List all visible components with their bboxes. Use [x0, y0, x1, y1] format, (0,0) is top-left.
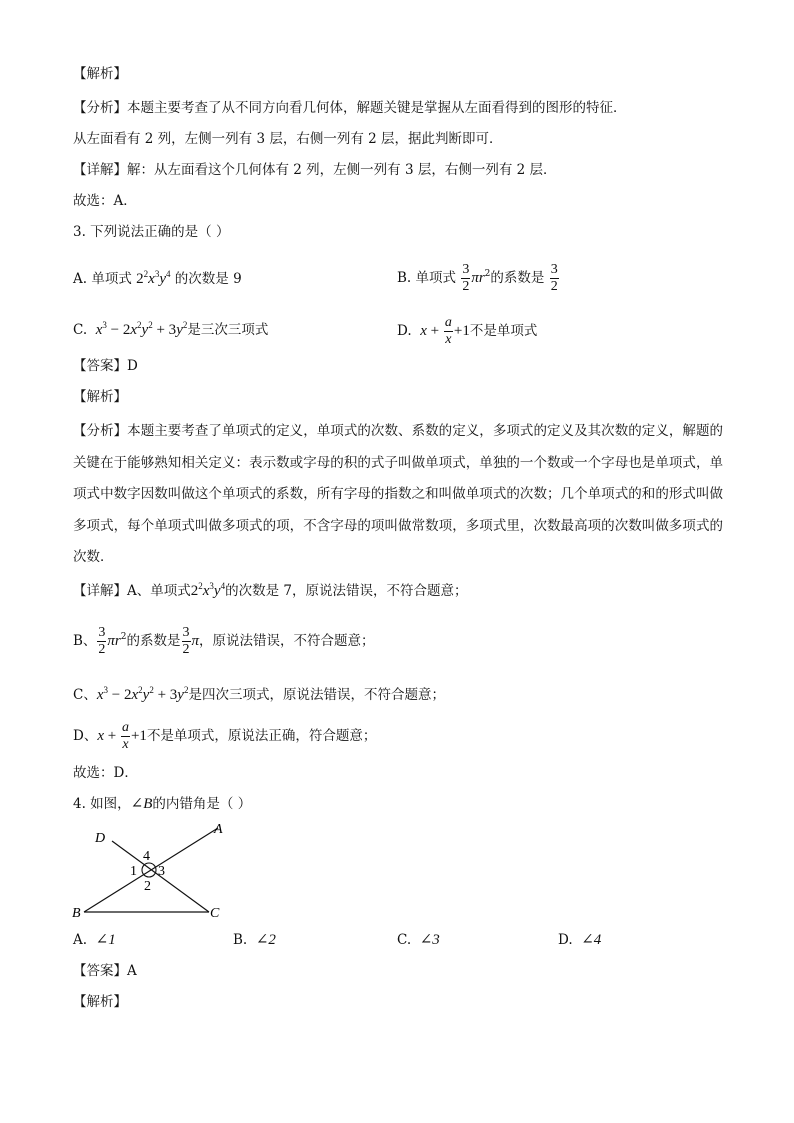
- analysis-3-paragraph: 【分析】本题主要考查了单项式的定义，单项式的次数、系数的定义，多项式的定义及其次数的定义，解题的关键在于能够熟知相关定义：表示数或字母的积的式子叫做单项式，单独的一个数或一个字母也是单项式，单项式中数字因数叫做这个单项式的系数，所有字母的指数之和叫做单项式的次数；几个单项式的和的形式叫做多项式，每个单项式叫做多项式的项，不含字母的项叫做常数项，多项式里，次数最高项的次数叫做多项式的次数．: [73, 423, 723, 565]
- geometry-figure: [68, 818, 238, 923]
- analysis-heading-4: 【解析】: [73, 994, 127, 1010]
- label-B: B: [72, 906, 81, 921]
- choice-3: 故选：D．: [73, 765, 138, 781]
- q4-option-a: A. ∠1: [73, 932, 116, 948]
- detail-3-c: C、$x^3 - 2x^2y^2 + 3y^2$是四次三项式，原说法错误，不符合题意；: [73, 685, 445, 703]
- angle-label-4: 4: [143, 849, 150, 864]
- label-C: C: [210, 906, 220, 921]
- q4-option-c: C. ∠3: [397, 932, 440, 948]
- analysis-text-2: 从左面看有 2 列，左侧一列有 3 层，右侧一列有 2 层，据此判断即可．: [73, 131, 503, 147]
- question-4: 4. 如图，∠B的内错角是（ ）: [73, 796, 252, 812]
- question-3: 3. 下列说法正确的是（ ）: [73, 224, 230, 240]
- angle-label-1: 1: [130, 864, 137, 879]
- detail-3-a: 【详解】A、单项式$2^2x^3y^4$的次数是 7，原说法错误，不符合题意；: [73, 581, 468, 599]
- answer-3: 【答案】D: [73, 358, 138, 374]
- detail-text: 【详解】解：从左面看这个几何体有 2 列，左侧一列有 3 层，右侧一列有 2 层．: [73, 162, 557, 178]
- label-D: D: [95, 831, 106, 846]
- choice-text: 故选：A．: [73, 193, 137, 209]
- intersection-circle: [142, 863, 156, 877]
- detail-3-d: D、x + $\frac{a}{x}$ +1不是单项式，原说法正确，符合题意；: [73, 720, 377, 752]
- answer-4: 【答案】A: [73, 963, 137, 979]
- q3-option-d: D. x + $\frac{a}{x}$ +1不是单项式: [397, 315, 538, 347]
- q3-option-b: B. 单项式 $\frac{3}{2}$ $\pi r^2$的系数是 $\frac{3}{2}$: [397, 262, 558, 294]
- detail-3-b: B、 $\frac{3}{2}$ $\pi r^2$的系数是 $\frac{3}{2}$ π，原说法错误，不符合题意；: [73, 625, 375, 657]
- analysis-heading-3: 【解析】: [73, 389, 127, 405]
- q4-option-d: D. ∠4: [558, 932, 602, 948]
- label-A: A: [214, 822, 223, 837]
- analysis-text: 【分析】本题主要考查了从不同方向看几何体，解题关键是掌握从左面看得到的图形的特征．: [73, 100, 627, 116]
- q3-option-c: C. $x^3 - 2x^2y^2 + 3y^2$是三次三项式: [73, 320, 269, 338]
- q4-option-b: B. ∠2: [233, 932, 276, 948]
- analysis-heading: 【解析】: [73, 66, 127, 82]
- angle-label-3: 3: [158, 864, 165, 879]
- angle-label-2: 2: [144, 879, 151, 894]
- q3-option-a: A. 单项式 $2^2x^3y^4$ 的次数是 9: [73, 269, 242, 287]
